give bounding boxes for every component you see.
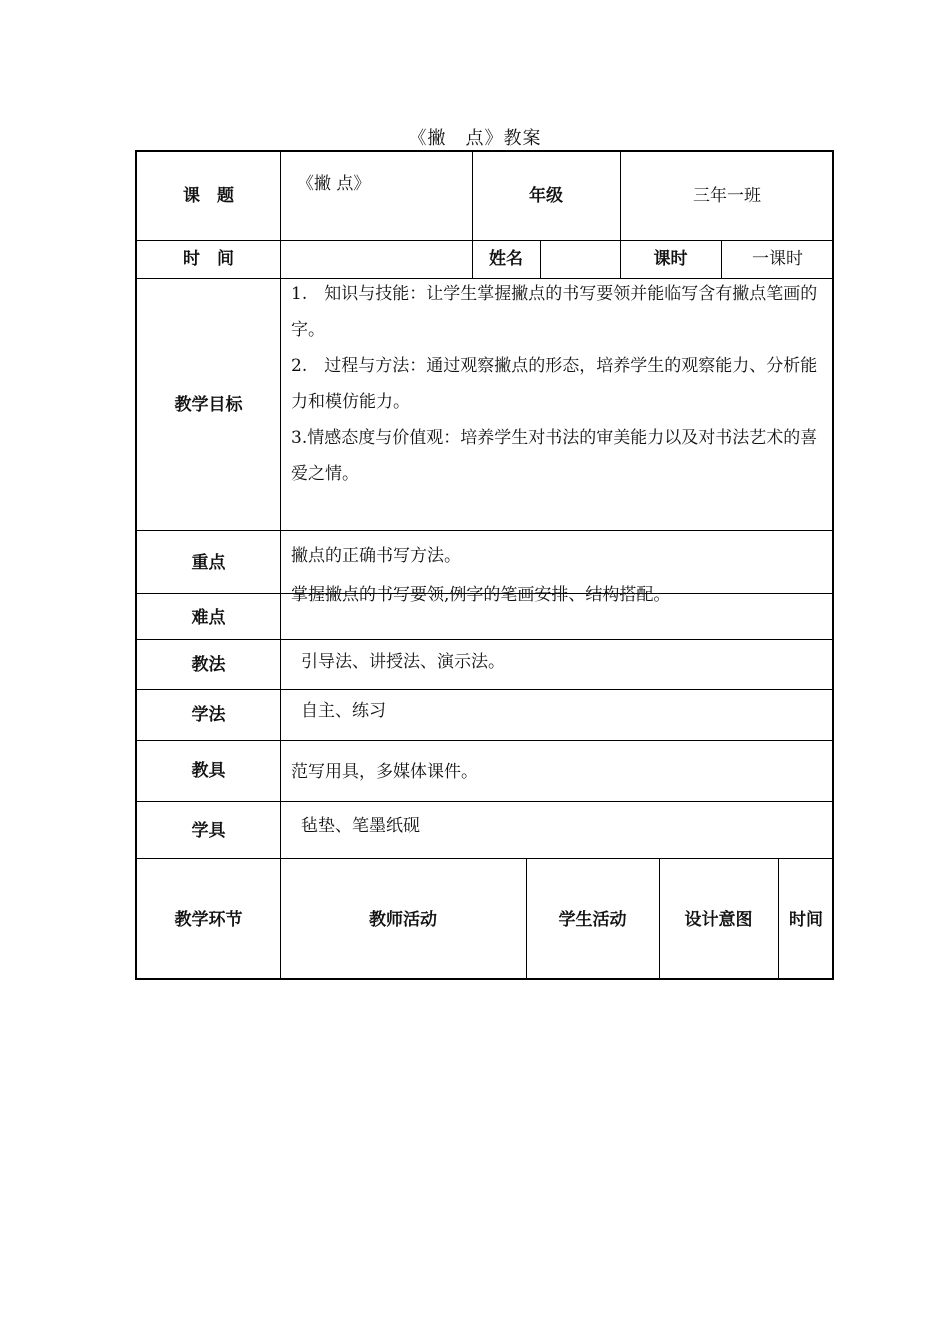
design-intent-header: 设计意图 [684, 910, 753, 930]
goal-item: 1. 知识与技能：让学生掌握撇点的书写要领并能临写含有撇点笔画的字。 [291, 284, 818, 340]
teaching-method-value: 引导法、讲授法、演示法。 [301, 652, 505, 672]
subject-label: 课 题 [183, 186, 234, 206]
key-point-label: 重点 [191, 553, 226, 573]
learning-tools-value: 毡垫、笔墨纸砚 [301, 816, 420, 836]
row-divider [137, 530, 832, 531]
student-activity-header: 学生活动 [558, 910, 627, 930]
label-column-divider [280, 152, 281, 980]
goal-item: 2. 过程与方法：通过观察撇点的形态，培养学生的观察能力、分析能力和模仿能力。 [291, 356, 818, 412]
cell-divider [540, 240, 541, 278]
stage-header: 教学环节 [174, 910, 243, 930]
subject-value: 《撇 点》 [297, 174, 371, 194]
goal-item: 3.情感态度与价值观：培养学生对书法的审美能力以及对书法艺术的喜爱之情。 [291, 428, 818, 484]
goals-label: 教学目标 [174, 395, 243, 415]
difficulty-label: 难点 [191, 608, 226, 628]
difficulty-value: 掌握撇点的书写要领,例字的笔画安排、结构搭配。 [291, 585, 671, 605]
period-value: 一课时 [752, 249, 803, 269]
teaching-tools-label: 教具 [191, 761, 226, 781]
learning-method-value: 自主、练习 [301, 701, 386, 721]
goals-list [291, 276, 826, 492]
key-point-value: 撇点的正确书写方法。 [291, 546, 461, 566]
learning-method-label: 学法 [191, 705, 226, 725]
grade-value: 三年一班 [693, 186, 761, 206]
page-title: 《撇 点》教案 [408, 128, 542, 149]
grade-label: 年级 [529, 186, 563, 206]
teaching-tools-value: 范写用具，多媒体课件。 [291, 762, 478, 782]
learning-tools-label: 学具 [191, 821, 226, 841]
name-label: 姓名 [489, 249, 523, 269]
teacher-activity-header: 教师活动 [369, 910, 437, 930]
period-label: 课时 [653, 249, 688, 269]
time-label: 时 间 [183, 249, 234, 269]
row-divider [137, 689, 832, 690]
teaching-method-label: 教法 [191, 655, 226, 675]
row-divider [137, 240, 832, 241]
row-divider [137, 740, 832, 741]
lesson-plan-table [135, 150, 834, 980]
row-divider [137, 639, 832, 640]
row-divider [137, 801, 832, 802]
row-divider [137, 858, 832, 859]
time-header: 时间 [789, 910, 823, 930]
